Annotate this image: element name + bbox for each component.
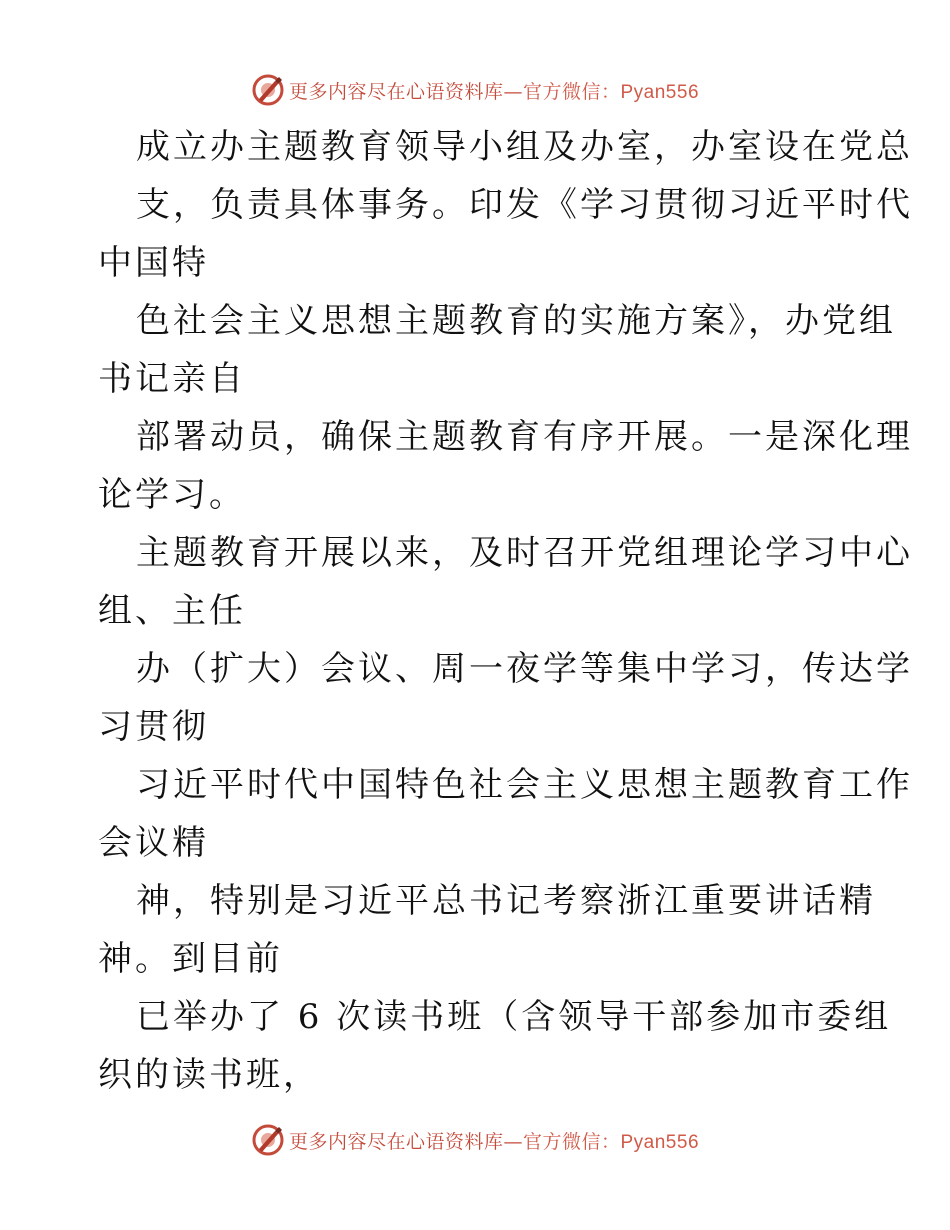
text-line: 织的读书班， xyxy=(98,1055,320,1095)
pen-logo-icon xyxy=(251,73,285,107)
banner-separator: — xyxy=(503,1130,523,1153)
text-line: 会议精 xyxy=(98,823,209,863)
banner-account: Pyan556 xyxy=(620,1131,700,1153)
text-line: 中国特 xyxy=(98,243,209,283)
text-line: 主题教育开展以来，及时召开党组理论学习中心 xyxy=(136,533,913,573)
banner-text xyxy=(289,1127,699,1154)
document-body xyxy=(98,118,913,1104)
banner-wechat-label: 官方微信： xyxy=(522,80,621,103)
text-line: 习贯彻 xyxy=(98,707,209,747)
banner-separator: — xyxy=(503,80,523,103)
text-line: 办（扩大）会议、周一夜学等集中学习，传达学 xyxy=(136,649,913,689)
banner-text xyxy=(289,77,699,104)
banner-wechat-label: 官方微信： xyxy=(522,1130,621,1153)
text-line: 神。到目前 xyxy=(98,939,283,979)
text-line: 组、主任 xyxy=(98,591,246,631)
text-line: 支，负责具体事务。印发《学习贯彻习近平时代 xyxy=(136,185,913,225)
footer-banner xyxy=(0,1120,950,1160)
text-line: 论学习。 xyxy=(98,475,246,515)
header-banner xyxy=(0,70,950,110)
text-line: 部署动员，确保主题教育有序开展。一是深化理 xyxy=(136,417,913,457)
text-line: 已举办了 6 次读书班（含领导干部参加市委组 xyxy=(136,997,892,1037)
banner-account: Pyan556 xyxy=(620,81,700,103)
banner-site: 更多内容尽在心语资料库 xyxy=(288,1130,504,1153)
text-line: 神，特别是习近平总书记考察浙江重要讲话精 xyxy=(136,881,876,921)
text-line: 色社会主义思想主题教育的实施方案》，办党组 xyxy=(136,301,896,341)
text-line: 书记亲自 xyxy=(98,359,246,399)
text-line: 习近平时代中国特色社会主义思想主题教育工作 xyxy=(136,765,913,805)
text-line: 成立办主题教育领导小组及办室，办室设在党总 xyxy=(136,127,913,167)
banner-site: 更多内容尽在心语资料库 xyxy=(288,80,504,103)
pen-logo-icon xyxy=(251,1123,285,1157)
